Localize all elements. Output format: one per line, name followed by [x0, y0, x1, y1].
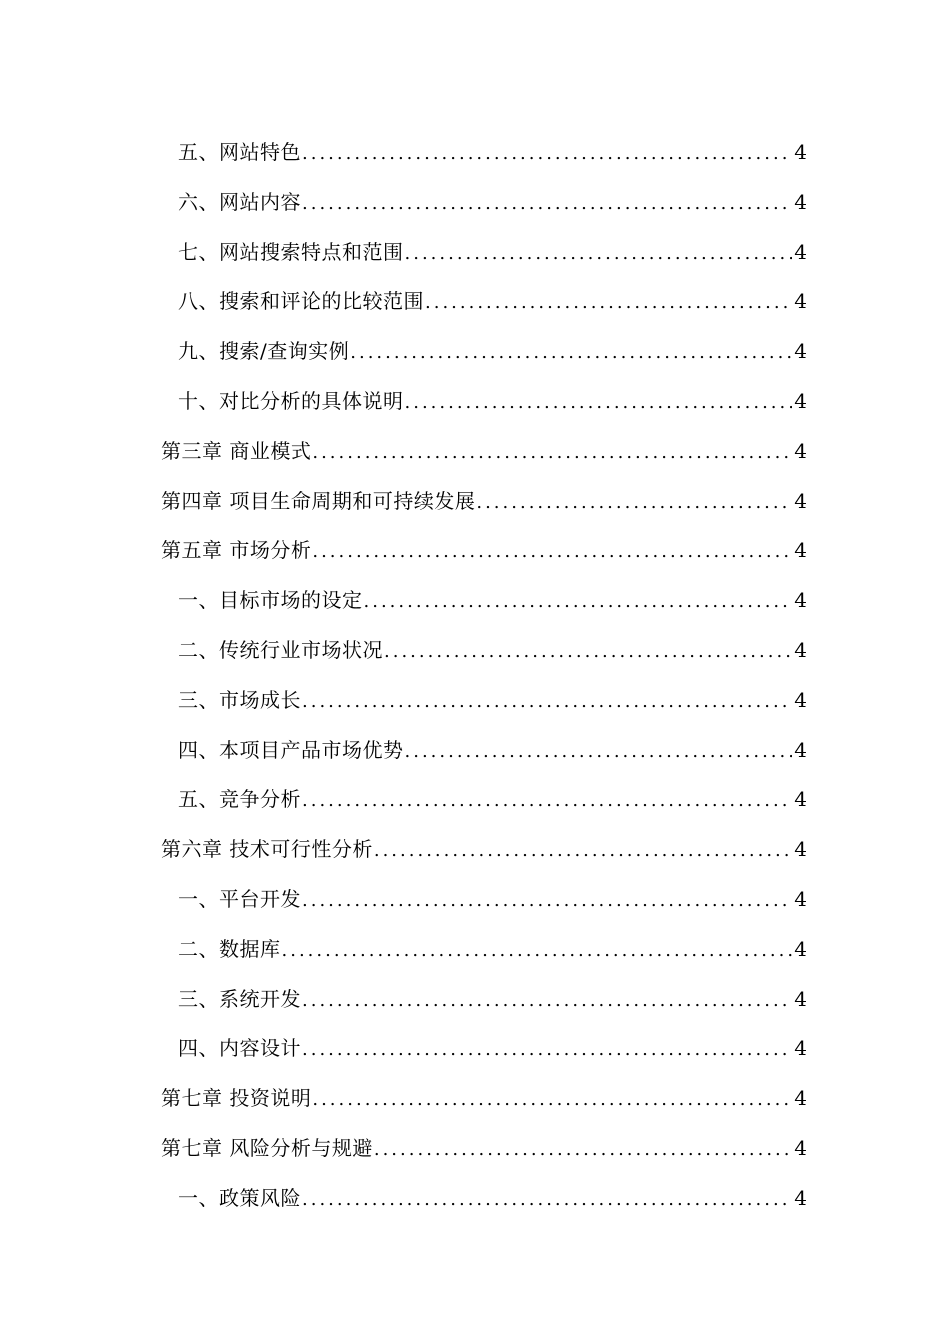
toc-entry[interactable]	[161, 234, 807, 284]
toc-entry-title: 第六章 技术可行性分析	[161, 837, 373, 862]
toc-dot-leader	[404, 385, 793, 421]
toc-entry[interactable]	[161, 283, 807, 333]
toc-entry-title: 第三章 商业模式	[161, 438, 312, 463]
toc-dot-leader	[301, 1182, 792, 1218]
toc-entry-title: 一、政策风险	[178, 1185, 301, 1210]
toc-dot-leader	[363, 584, 793, 620]
toc-dot-leader	[281, 933, 793, 969]
toc-entry-title: 十、对比分析的具体说明	[178, 388, 404, 413]
toc-entry[interactable]	[161, 1030, 807, 1080]
toc-entry-title: 五、网站特色	[178, 140, 301, 164]
toc-entry[interactable]	[161, 582, 807, 632]
toc-dot-leader	[373, 833, 792, 869]
toc-dot-leader	[383, 634, 792, 670]
toc-entry-title: 第七章 风险分析与规避	[161, 1135, 373, 1160]
toc-entry-page: 4	[794, 986, 807, 1011]
toc-entry-page: 4	[794, 388, 807, 413]
toc-dot-leader	[349, 335, 792, 371]
toc-entry-page: 4	[794, 189, 807, 214]
toc-dot-leader	[301, 883, 792, 919]
toc-entry-title: 八、搜索和评论的比较范围	[178, 289, 424, 314]
toc-entry-title: 二、数据库	[178, 936, 281, 961]
toc-entry-title: 一、目标市场的设定	[178, 588, 363, 613]
toc-entry[interactable]	[161, 931, 807, 981]
toc-entry-title: 第五章 市场分析	[161, 538, 312, 563]
toc-dot-leader	[311, 534, 792, 570]
toc-entry[interactable]	[161, 433, 807, 483]
toc-dot-leader	[404, 734, 793, 770]
toc-entry[interactable]	[161, 184, 807, 234]
toc-entry-title: 二、传统行业市场状况	[178, 637, 383, 662]
toc-entry-title: 第七章 投资说明	[161, 1086, 312, 1111]
toc-dot-leader	[373, 1132, 792, 1168]
toc-entry-page: 4	[794, 837, 807, 862]
toc-dot-leader	[404, 236, 793, 272]
toc-entry-page: 4	[794, 637, 807, 662]
toc-entry[interactable]	[161, 333, 807, 383]
toc-dot-leader	[301, 684, 792, 720]
toc-dot-leader	[311, 435, 792, 471]
toc-dot-leader	[301, 783, 792, 819]
toc-entry-title: 七、网站搜索特点和范围	[178, 239, 404, 264]
toc-entry[interactable]	[161, 532, 807, 582]
toc-entry[interactable]	[161, 682, 807, 732]
toc-entry-title: 三、市场成长	[178, 687, 301, 712]
toc-entry[interactable]	[161, 981, 807, 1031]
toc-entry-page: 4	[794, 886, 807, 911]
toc-dot-leader	[301, 186, 792, 222]
toc-entry-title: 五、竞争分析	[178, 787, 301, 812]
toc-entry-page: 4	[794, 488, 807, 513]
toc-dot-leader	[301, 983, 792, 1019]
toc-entry[interactable]	[161, 383, 807, 433]
toc-entry-title: 一、平台开发	[178, 886, 301, 911]
toc-entry[interactable]	[161, 781, 807, 831]
toc-entry-page: 4	[794, 787, 807, 812]
toc-entry-page: 4	[794, 339, 807, 364]
toc-entry[interactable]	[161, 1080, 807, 1130]
toc-entry[interactable]	[161, 483, 807, 533]
toc-entry-title: 三、系统开发	[178, 986, 301, 1011]
toc-entry-page: 4	[794, 140, 807, 164]
toc-entry-page: 4	[794, 1135, 807, 1160]
toc-entry-page: 4	[794, 936, 807, 961]
toc-entry-page: 4	[794, 438, 807, 463]
toc-entry-page: 4	[794, 1086, 807, 1111]
toc-entry-page: 4	[794, 289, 807, 314]
toc-entry-page: 4	[794, 687, 807, 712]
toc-entry-title: 九、搜索/查询实例	[178, 339, 350, 364]
table-of-contents	[161, 134, 807, 1230]
toc-entry[interactable]	[161, 1130, 807, 1180]
toc-entry-page: 4	[794, 737, 807, 762]
toc-entry-title: 第四章 项目生命周期和可持续发展	[161, 488, 476, 513]
toc-entry-page: 4	[794, 239, 807, 264]
toc-dot-leader	[301, 136, 792, 172]
toc-dot-leader	[311, 1082, 792, 1118]
toc-entry[interactable]	[161, 134, 807, 184]
toc-entry-title: 六、网站内容	[178, 189, 301, 214]
toc-dot-leader	[475, 485, 792, 521]
toc-dot-leader	[424, 285, 792, 321]
toc-entry-page: 4	[794, 588, 807, 613]
toc-entry[interactable]	[161, 1180, 807, 1230]
toc-dot-leader	[301, 1032, 792, 1068]
toc-entry-title: 四、本项目产品市场优势	[178, 737, 404, 762]
toc-entry-title: 四、内容设计	[178, 1036, 301, 1061]
toc-entry[interactable]	[161, 881, 807, 931]
toc-entry-page: 4	[794, 1185, 807, 1210]
toc-entry[interactable]	[161, 831, 807, 881]
toc-entry[interactable]	[161, 732, 807, 782]
toc-entry[interactable]	[161, 632, 807, 682]
toc-entry-page: 4	[794, 1036, 807, 1061]
toc-entry-page: 4	[794, 538, 807, 563]
